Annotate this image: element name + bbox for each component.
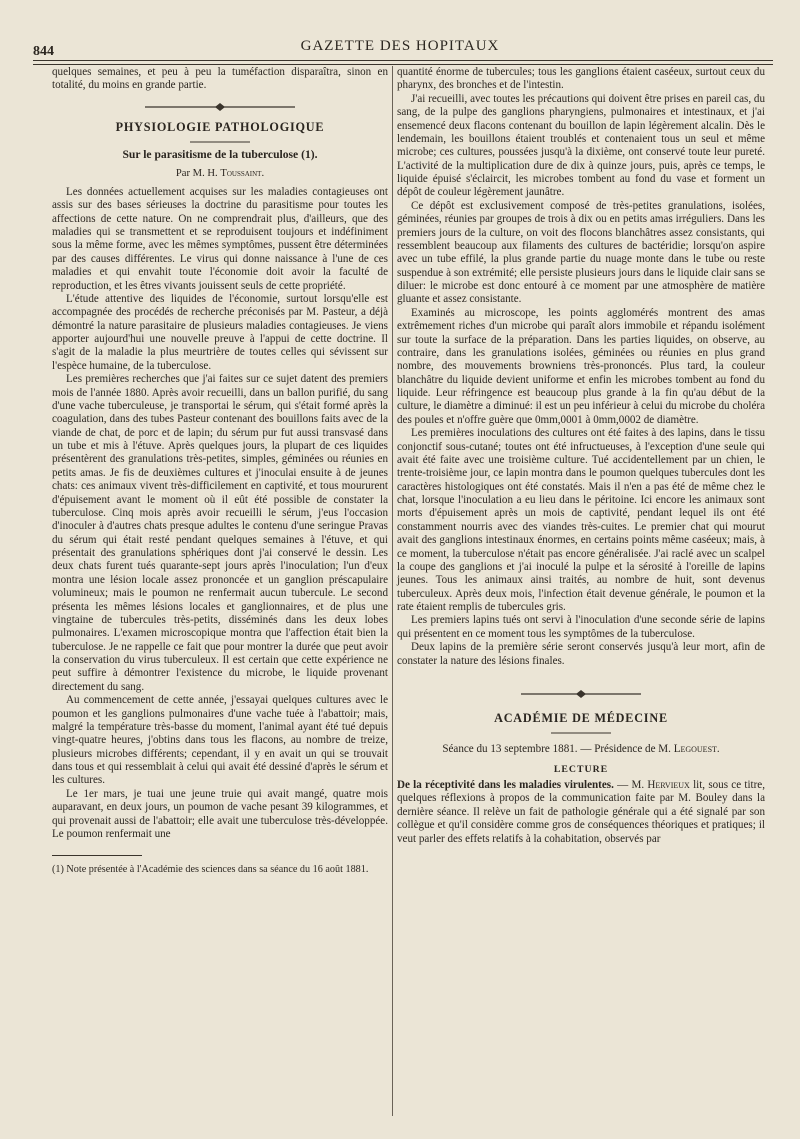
paragraph: Au commencement de cette année, j'essayai quelques cultures avec le poumon et les ganglions pulmonaires d'une vache tuée à l'abattoir; mais, malgré la température très-basse du moment, l'animal ayant été tué depuis vingt-quatre heures, j'obtins dans tous les flacons, au nombre de treize, plusieurs microbes différents; cependant, il y en avait un qui se trouvait dans tous et qui ressemblait à celui qui avait été dessiné d'après le sérum et les cultures. [52, 694, 388, 787]
paragraph: Les données actuellement acquises sur les maladies contagieuses ont assis sur des bases sérieuses la doctrine du parasitisme pour toutes les affections de cette nature. On ne comprendrait plus, d'ailleurs, que des maladies qui se transmettent et se reproduisent toujours et indéfiniment sous la même forme, avec les mêmes symptômes, pussent être déterminées par des causes différentes. Le virus qui donne naissance à l'une de ces maladies et qui envahit toute l'économie doit avoir la faculté de reproduction, et les êtres vivants jouissent seuls de cette propriété. [52, 185, 388, 292]
footnote: (1) Note présentée à l'Académie des sciences dans sa séance du 16 août 1881. [52, 864, 369, 876]
header-rule-thin [33, 64, 773, 65]
lecture-text: lit, sous ce titre, quelques réflexions à propos de la communication faite par M. Bouley dans la dernière séance. Il relève un fait de pathologie générale qui a été signalé par son collègue et qu'il considère comme gros de conséquences théoriques et pratiques; il veut parler des effets relatifs à la cohabitation, observés par [397, 779, 765, 845]
header-rule [33, 60, 773, 61]
lecture-author: — M. Hervieux [617, 779, 690, 791]
short-rule-icon [190, 140, 250, 144]
left-column [52, 66, 388, 877]
paragraph: quantité énorme de tubercules; tous les ganglions étaient caséeux, surtout ceux du pharynx, des bronches et de l'intestin. [397, 66, 765, 92]
academy-title: ACADÉMIE DE MÉDECINE [494, 710, 668, 725]
byline [52, 167, 388, 180]
short-rule-icon [551, 731, 611, 735]
rubric-lecture: LECTURE [553, 763, 609, 775]
right-column [397, 66, 765, 846]
column-divider [392, 66, 393, 1116]
paragraph: Les premières recherches que j'ai faites sur ce sujet datent des premiers mois de l'année 1880. Après avoir recueilli, dans un ballon purifié, du sang d'une vache tuberculeuse, je transportai le sérum, qui s'était formé après la coagulation, dans des tubes Pasteur contenant des bouillons faits avec de la viande de chat, de porc et de lapin; du sérum pur fut aussi transvasé dans un tube et mis à l'étuve. Après quelques jours, la plupart de ces liquides présentèrent des granulations très-petites, simples, géminées ou réunies en petits amas. Je fis de deuxièmes cultures et j'inoculai ensuite à de jeunes chats: ces animaux vivent très-difficilement en captivité, et tous moururent d'épuisement avant le moment où il eût été possible de constater la tuberculose. Cinq mois après avoir recueilli le sérum, j'eus l'occasion d'inoculer à d'autres chats presque adultes le contenu d'une seringue Pravas du sérum qui était resté pendant quelques semaines à l'étuve, et qui présentait des granulations sphériques dont j'ai conservé le dessin. Les deux chats furent tués quarante-sept jours après l'inoculation; l'un d'eux montra une lésion locale assez prononcée et un ganglion préscapulaire volumineux; mais le poumon ne renfermait aucun tubercule. Le second présenta les mêmes lésions locales et ganglionnaires, et de plus une vingtaine de tubercules très-petits, disséminés dans les deux lobes pulmonaires. L'examen microscopique montra que l'affection était bien la tuberculose. Je ne rappelle ce fait que pour montrer la durée que peut avoir la conservation du virus tuberculeux. Il est certain que cette expérience ne peut suffire à démontrer l'existence du microbe, le liquide provenant directement du sang. [52, 373, 388, 693]
paragraph: Le 1er mars, je tuai une jeune truie qui avait mangé, quatre mois auparavant, en deux jours, un poumon de vache pesant 39 kilogrammes, et qui provenait aussi de l'abattoir; elle avait une tuberculose très-développée. Le poumon renfermait une [52, 787, 388, 840]
lecture-title: De la réceptivité dans les maladies virulentes. [397, 779, 614, 791]
paragraph: Examinés au microscope, les points agglomérés montrent des amas extrêmement riches d'un microbe qui paraît alors immobile et répandu isolément sur toute la surface de la préparation. Dans les parties liquides, on observe, au contraire, dans les granulations isolées, géminées ou réunies en plus grand nombre, des mouvements browniens très-prononcés. Plus tard, la couleur blanchâtre du liquide devient uniforme et enfin les microbes tombent au fond du liquide. Leur réfringence est beaucoup plus grande à la fin qu'au début de la culture, le diamètre a diminué: il est un peu inférieur à celui du microbe du choléra des poules et n'offre guère que 0mm,0001 à 0mm,0002 de diamètre. [397, 306, 765, 426]
section-title: PHYSIOLOGIE PATHOLOGIQUE [115, 119, 325, 134]
byline-author: Toussaint. [220, 167, 265, 179]
session-line [397, 743, 765, 756]
article-title: Sur le parasitisme de la tuberculose (1). [122, 148, 318, 162]
session-president: Legouest. [673, 743, 720, 756]
paragraph: Les premières inoculations des cultures ont été faites à des lapins, dans le tissu conjonctif sous-cutané; toutes ont été infructueuses, à l'exception d'une seule qui avait été faite avec une troisième culture. Tué accidentellement par un chien, le trente-troisième jour, ce lapin montra dans le poumon quelques tubercules dont les caractères histologiques ont été constatés. Mais il n'en a pas été de même chez le chat, lorsque l'inoculation a eu lieu dans le péritoine. Ici encore les animaux sont morts d'épuisement après un mois de captivité, pendant lequel ils ont été constamment nourris avec des viandes très-cuites. Le premier chat qui mourut avait des ganglions intestinaux énormes, en certains points même caséeux; mais, à ce moment, la tuberculose n'était pas encore généralisée. J'ai raclé avec un scalpel la coupe des ganglions et j'ai inoculé la pulpe et la sérosité à l'oreille de lapins jeunes. Tous les animaux ainsi traités, au nombre de huit, sont devenus tuberculeux. Après deux mois, l'infection était devenue générale, le poumon et la rate étaient remplis de tubercules gris. [397, 427, 765, 613]
paragraph: L'étude attentive des liquides de l'économie, surtout lorsqu'elle est accompagnée des procédés de recherche préconisés par M. Pasteur, a déjà démontré la nature parasitaire de plusieurs maladies contagieuses. Je viens apporter aujourd'hui une nouvelle preuve à l'appui de cette doctrine. Il s'agit de la maladie la plus meurtrière de toutes celles qui sévissent sur l'espèce humaine, de la tuberculose. [52, 292, 388, 372]
ornament-divider-icon [521, 690, 641, 698]
paragraph: Ce dépôt est exclusivement composé de très-petites granulations, isolées, géminées, réunies par groupes de trois à dix ou en petits amas irréguliers. Dans les premiers jours de la culture, on voit des flocons blanchâtres assez consistants, qui ressemblent beaucoup aux filaments des cultures de bactéridie; lorsqu'on aspire avec un tube effilé, la plus grande partie du nuage monte dans le tube ou reste suspendue à son extrémité; elle persiste plusieurs jours dans le liquide clair sans se diluer: le microbe est donc entouré à ce moment par une atmosphère de matière gluante et assez consistante. [397, 199, 765, 306]
page-number: 844 [33, 44, 54, 59]
footnote-rule [52, 855, 142, 856]
paragraph: Les premiers lapins tués ont servi à l'inoculation d'une seconde série de lapins qui présentent en ce moment tous les symptômes de la tuberculose. [397, 614, 765, 640]
paragraph: Deux lapins de la première série seront conservés jusqu'à leur mort, afin de constater la nature des lésions finales. [397, 641, 765, 667]
paragraph: J'ai recueilli, avec toutes les précautions qui doivent être prises en pareil cas, du sang, de la pulpe des ganglions pharyngiens, pulmonaires et intestinaux, et j'ai ensemencé deux flacons contenant du bouillon de lapin légèrement alcalin. Dès le lendemain, les bouillons étaient troublés et contenaient tous un seul et même microbe; ces cultures, poussées jusqu'à la dixième, ont conservé toute leur pureté. L'activité de la multiplication dure de dix à quinze jours, puis, après ce temps, le liquide épuisé s'éclaircit, les microbes tombent au fond du vase et forment un dépôt de couleur légèrement jaunâtre. [397, 92, 765, 199]
ornament-divider-icon [145, 103, 295, 111]
session-text: Séance du 13 septembre 1881. — Présidence de M. [442, 743, 671, 756]
journal-title: GAZETTE DES HOPITAUX [300, 38, 500, 54]
continuation-text: quelques semaines, et peu à peu la tuméfaction disparaîtra, sinon en totalité, du moins en grande partie. [52, 66, 388, 92]
byline-prefix: Par M. H. [175, 167, 218, 179]
lecture-paragraph [397, 779, 765, 846]
